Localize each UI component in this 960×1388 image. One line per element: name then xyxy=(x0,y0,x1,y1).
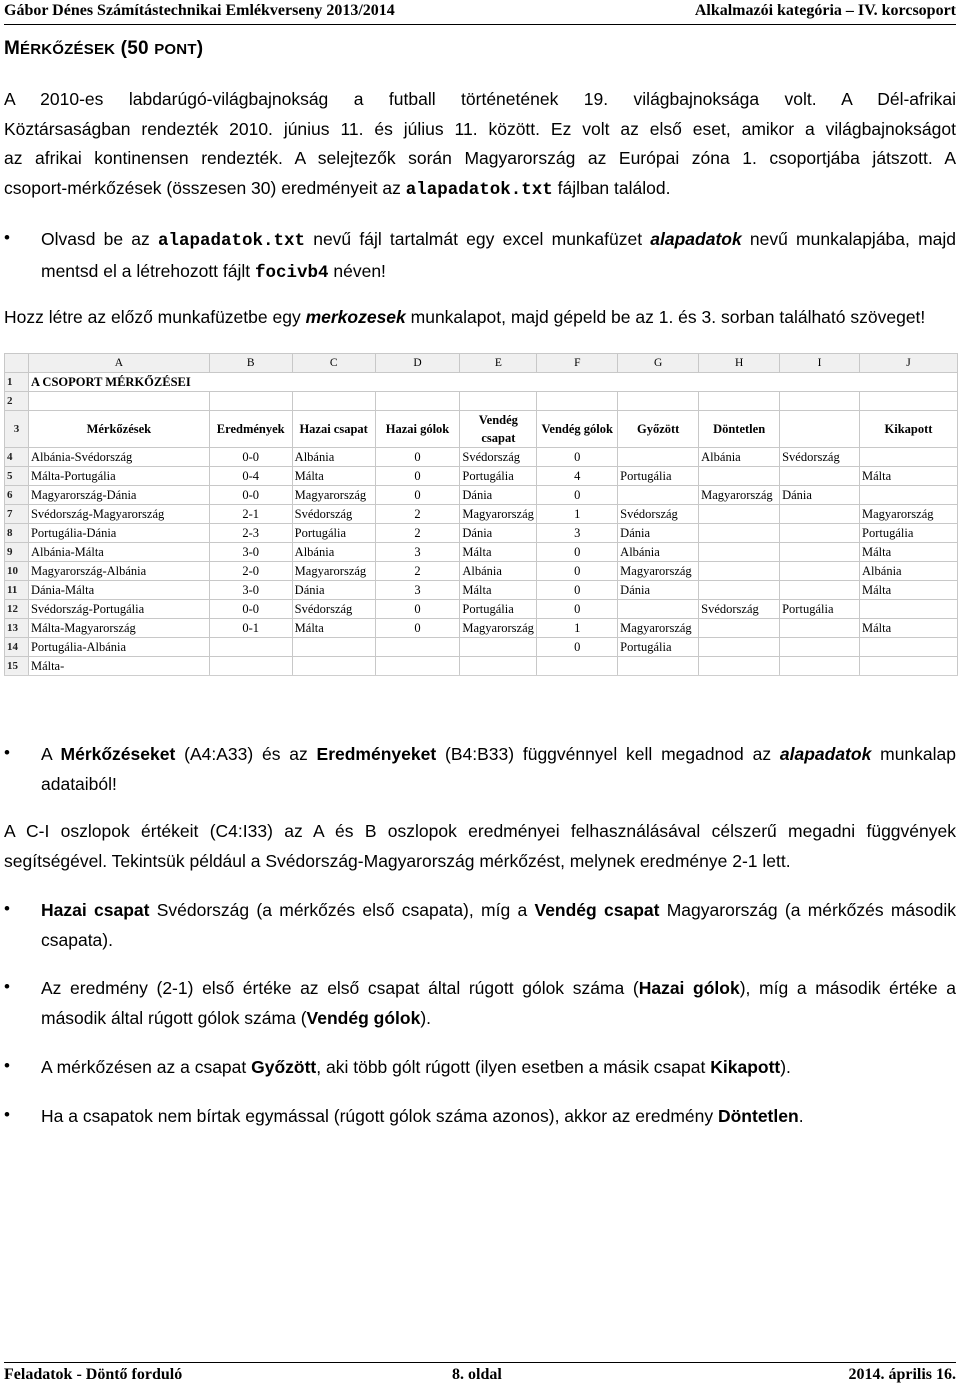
table-cell: Magyarország xyxy=(699,486,780,505)
table-cell: Magyarország xyxy=(860,505,958,524)
table-row xyxy=(5,600,958,619)
text: munkalapot, majd gépeld be az 1. és 3. sorban található szöveget! xyxy=(405,307,926,327)
table-cell: Málta xyxy=(292,619,375,638)
table-cell: Svédország xyxy=(618,505,699,524)
text: Ha a csapatok nem bírtak egymással (rúgott gólok száma azonos), akkor az eredmény xyxy=(41,1106,718,1126)
table-cell: Portugália xyxy=(860,524,958,543)
term: Győzött xyxy=(251,1057,317,1077)
bullet-dot: • xyxy=(4,1105,10,1124)
table-cell: 0-4 xyxy=(209,467,292,486)
cell xyxy=(292,392,375,411)
table-cell xyxy=(699,562,780,581)
row-number: 10 xyxy=(5,562,29,581)
text: . xyxy=(798,1106,804,1126)
table-row xyxy=(5,486,958,505)
table-cell: Málta xyxy=(860,619,958,638)
row-number: 8 xyxy=(5,524,29,543)
text: néven! xyxy=(328,260,386,281)
table-cell xyxy=(780,581,860,600)
column-header-row xyxy=(5,354,958,373)
row-number: 3 xyxy=(5,411,29,448)
spreadsheet-image xyxy=(4,353,958,711)
table-cell: Portugália-Dánia xyxy=(28,524,209,543)
sheet-row-2 xyxy=(5,392,958,411)
table-cell: Portugália xyxy=(460,467,537,486)
table-cell xyxy=(860,600,958,619)
spreadsheet-table xyxy=(4,353,958,676)
table-cell: Magyarország xyxy=(460,619,537,638)
text: munkalap adataiból! xyxy=(41,744,956,794)
row-number: 4 xyxy=(5,448,29,467)
header-divider xyxy=(4,24,956,25)
table-cell: 0 xyxy=(537,486,618,505)
intro-line-4 xyxy=(4,174,956,206)
column-title: Eredmények xyxy=(209,411,292,448)
table-cell: Dánia xyxy=(780,486,860,505)
table-cell xyxy=(699,505,780,524)
table-cell xyxy=(618,448,699,467)
table-cell: 0 xyxy=(375,467,460,486)
column-title: Mérkőzések xyxy=(28,411,209,448)
sheet-row-1 xyxy=(5,373,958,392)
table-row xyxy=(5,524,958,543)
table-cell: Dánia xyxy=(460,486,537,505)
table-cell: Dánia xyxy=(618,581,699,600)
text: ), míg a második értéke a második által rúgott gólok száma ( xyxy=(41,978,956,1028)
table-cell: 0 xyxy=(375,600,460,619)
text: Olvasd be az xyxy=(41,229,158,249)
table-cell: 3 xyxy=(375,581,460,600)
table-cell xyxy=(780,467,860,486)
table-cell xyxy=(375,638,460,657)
corner-cell xyxy=(5,354,29,373)
intro-line-1: A 2010-es labdarúgó-világbajnokság a futball történetének 19. világbajnoksága volt. A Dél-afrikai xyxy=(4,89,956,109)
table-cell: Magyarország xyxy=(618,619,699,638)
bullet-read-file xyxy=(41,225,956,288)
row-number: 13 xyxy=(5,619,29,638)
table-cell: Portugália xyxy=(618,467,699,486)
column-title: Vendég csapat xyxy=(460,411,537,448)
table-row xyxy=(5,505,958,524)
column-title: Győzött xyxy=(618,411,699,448)
table-cell xyxy=(860,486,958,505)
sheet-header-row xyxy=(5,411,958,448)
table-cell: Magyarország xyxy=(292,562,375,581)
table-cell: Portugália-Albánia xyxy=(28,638,209,657)
text: Svédország (a mérkőzés első csapata), míg a xyxy=(149,900,535,920)
section-title xyxy=(4,38,203,60)
column-header: A xyxy=(28,354,209,373)
column-header: E xyxy=(460,354,537,373)
table-cell: Málta xyxy=(860,467,958,486)
term: Vendég gólok xyxy=(306,1007,421,1028)
title-initial: M xyxy=(4,38,21,59)
table-cell xyxy=(699,467,780,486)
bullet-dot: • xyxy=(4,977,10,996)
table-cell xyxy=(780,543,860,562)
title-close: ) xyxy=(196,38,204,59)
footer-date: 2014. április 16. xyxy=(848,1366,956,1383)
table-cell: 3 xyxy=(375,543,460,562)
table-cell xyxy=(618,486,699,505)
table-cell xyxy=(699,524,780,543)
table-cell: Albánia xyxy=(292,448,375,467)
sheet-title: A CSOPORT MÉRKŐZÉSEI xyxy=(28,373,957,392)
table-cell: Albánia xyxy=(699,448,780,467)
table-cell: Dánia-Málta xyxy=(28,581,209,600)
table-cell: 2 xyxy=(375,505,460,524)
table-cell: 2-0 xyxy=(209,562,292,581)
text: (A4:A33) és az xyxy=(175,744,317,764)
text: Magyarország (a mérkőzés második csapata). xyxy=(41,900,957,950)
row-number: 14 xyxy=(5,638,29,657)
title-points: (50 xyxy=(120,38,149,59)
table-cell: 2 xyxy=(375,562,460,581)
save-file-name: focivb4 xyxy=(255,262,329,283)
table-row xyxy=(5,467,958,486)
intro-text-end: fájlban találod. xyxy=(552,177,671,198)
cell xyxy=(460,392,537,411)
table-cell: Málta- xyxy=(28,657,209,676)
footer-page-number: 8. oldal xyxy=(452,1366,502,1383)
table-cell xyxy=(209,638,292,657)
table-cell: 3-0 xyxy=(209,543,292,562)
table-cell: Portugália xyxy=(618,638,699,657)
table-cell: Magyarország xyxy=(460,505,537,524)
bullet-draw xyxy=(41,1102,956,1132)
row-number: 1 xyxy=(5,373,29,392)
column-header: B xyxy=(209,354,292,373)
table-cell xyxy=(780,619,860,638)
title-points-word: PONT xyxy=(154,41,197,58)
file-name: alapadatok.txt xyxy=(405,179,553,200)
table-row xyxy=(5,619,958,638)
cell xyxy=(699,392,780,411)
create-sheet-paragraph xyxy=(4,303,956,333)
table-cell: 3 xyxy=(537,524,618,543)
table-cell: 4 xyxy=(537,467,618,486)
column-title xyxy=(780,411,860,448)
table-cell: Albánia-Málta xyxy=(28,543,209,562)
text: (B4:B33) függvénnyel kell megadnod az xyxy=(436,744,780,764)
text: Hozz létre az előző munkafüzetbe egy xyxy=(4,307,306,327)
intro-paragraph xyxy=(4,85,956,205)
column-header: I xyxy=(780,354,860,373)
intro-text: csoport-mérkőzések (összesen 30) eredményeit az xyxy=(4,177,406,198)
row-number: 15 xyxy=(5,657,29,676)
table-cell xyxy=(460,638,537,657)
table-cell: Albánia xyxy=(292,543,375,562)
table-cell: Svédország xyxy=(292,600,375,619)
table-cell: Svédország xyxy=(292,505,375,524)
cell xyxy=(375,392,460,411)
cell xyxy=(537,392,618,411)
table-cell: 0 xyxy=(537,543,618,562)
table-cell: 0-0 xyxy=(209,600,292,619)
table-cell: Portugália xyxy=(292,524,375,543)
term: Mérkőzéseket xyxy=(60,744,176,764)
text: nevű munkalapjába, majd mentsd el a létrehozott fájlt xyxy=(41,229,956,281)
term: Hazai gólok xyxy=(638,978,740,998)
table-cell xyxy=(699,638,780,657)
text: A mérkőzésen az a csapat xyxy=(41,1057,252,1077)
bullet-formulas xyxy=(41,740,956,799)
term: Hazai csapat xyxy=(41,900,150,920)
table-cell: 0 xyxy=(537,600,618,619)
table-cell: Dánia xyxy=(618,524,699,543)
title-rest: ÉRKŐZÉSEK xyxy=(20,41,116,58)
bullet-dot: • xyxy=(4,743,10,762)
text: nevű fájl tartalmát egy excel munkafüzet xyxy=(305,229,651,249)
footer-divider xyxy=(4,1362,956,1363)
table-cell: Albánia xyxy=(460,562,537,581)
table-cell: Albánia-Svédország xyxy=(28,448,209,467)
table-cell: Portugália xyxy=(460,600,537,619)
column-title: Hazai gólok xyxy=(375,411,460,448)
row-number: 9 xyxy=(5,543,29,562)
table-cell: 0 xyxy=(537,562,618,581)
table-cell: Portugália xyxy=(780,600,860,619)
bullet-dot: • xyxy=(4,899,10,918)
table-cell: 0 xyxy=(375,619,460,638)
header-left: Gábor Dénes Számítástechnikai Emlékverseny 2013/2014 xyxy=(4,2,395,19)
cell xyxy=(618,392,699,411)
table-cell: Dánia xyxy=(460,524,537,543)
bullet-home-away xyxy=(41,896,956,955)
table-cell: Málta xyxy=(460,581,537,600)
column-header: F xyxy=(537,354,618,373)
column-header: C xyxy=(292,354,375,373)
table-cell: 2 xyxy=(375,524,460,543)
table-row xyxy=(5,581,958,600)
table-cell xyxy=(292,638,375,657)
table-cell: Dánia xyxy=(292,581,375,600)
column-header: D xyxy=(375,354,460,373)
table-cell: Magyarország-Albánia xyxy=(28,562,209,581)
column-title: Kikapott xyxy=(860,411,958,448)
table-cell xyxy=(860,638,958,657)
table-cell: 1 xyxy=(537,619,618,638)
table-cell: Svédország-Magyarország xyxy=(28,505,209,524)
sheet-name: alapadatok xyxy=(779,744,872,764)
table-cell: Málta xyxy=(460,543,537,562)
column-title: Döntetlen xyxy=(699,411,780,448)
table-cell: 0 xyxy=(375,486,460,505)
table-cell: Svédország xyxy=(699,600,780,619)
table-cell xyxy=(618,600,699,619)
text: A xyxy=(41,744,61,764)
table-cell: Svédország xyxy=(780,448,860,467)
table-cell: 0 xyxy=(537,448,618,467)
column-header: H xyxy=(699,354,780,373)
table-cell: Albánia xyxy=(860,562,958,581)
table-cell: 0 xyxy=(537,638,618,657)
header-right: Alkalmazói kategória – IV. korcsoport xyxy=(694,2,956,19)
table-cell xyxy=(780,562,860,581)
table-cell xyxy=(780,505,860,524)
sheet-name: merkozesek xyxy=(305,307,406,327)
row-number: 5 xyxy=(5,467,29,486)
row-number: 11 xyxy=(5,581,29,600)
bullet-dot: • xyxy=(4,228,10,247)
table-cell xyxy=(860,448,958,467)
bullet-dot: • xyxy=(4,1056,10,1075)
term: Eredményeket xyxy=(316,744,437,764)
footer-left: Feladatok - Döntő forduló xyxy=(4,1366,183,1383)
table-cell: 0-1 xyxy=(209,619,292,638)
text: ). xyxy=(420,1007,432,1028)
table-cell: 0 xyxy=(537,581,618,600)
cell xyxy=(209,392,292,411)
row-number: 2 xyxy=(5,392,29,411)
table-cell xyxy=(780,638,860,657)
row-number: 12 xyxy=(5,600,29,619)
table-cell: Albánia xyxy=(618,543,699,562)
table-cell: Málta xyxy=(292,467,375,486)
text: , aki több gólt rúgott (ilyen esetben a másik csapat xyxy=(316,1057,711,1077)
table-cell: 0-0 xyxy=(209,486,292,505)
cell xyxy=(860,392,958,411)
table-cell: 0-0 xyxy=(209,448,292,467)
column-title: Vendég gólok xyxy=(537,411,618,448)
table-cell: Málta xyxy=(860,543,958,562)
cell xyxy=(780,392,860,411)
table-cell: 1 xyxy=(537,505,618,524)
table-cell: Magyarország xyxy=(292,486,375,505)
bullet-goals xyxy=(41,974,956,1033)
term: Döntetlen xyxy=(717,1106,799,1126)
column-header: J xyxy=(860,354,958,373)
table-cell xyxy=(699,581,780,600)
table-cell: Magyarország-Dánia xyxy=(28,486,209,505)
table-cell: 0 xyxy=(375,448,460,467)
table-cell xyxy=(699,543,780,562)
table-cell: Magyarország xyxy=(618,562,699,581)
table-cell xyxy=(780,524,860,543)
table-cell xyxy=(699,619,780,638)
table-cell: Málta xyxy=(860,581,958,600)
term: Kikapott xyxy=(710,1057,781,1077)
table-row xyxy=(5,562,958,581)
table-row xyxy=(5,543,958,562)
table-row xyxy=(5,448,958,467)
spreadsheet-fade xyxy=(4,672,958,712)
sheet-name: alapadatok xyxy=(650,229,742,249)
intro-line-2: Köztársaságban rendezték 2010. június 11. és július 11. között. Ez volt az első eset, amikor a világbajnokságot xyxy=(4,118,956,139)
table-cell: 2-3 xyxy=(209,524,292,543)
cell xyxy=(28,392,209,411)
table-cell: Svédország-Portugália xyxy=(28,600,209,619)
table-cell: Málta-Portugália xyxy=(28,467,209,486)
intro-line-3: az afrikai kontinensen rendezték. A selejtezők során Magyarország az Európai zóna 1. csoportjába játszott. A xyxy=(4,148,956,168)
text: ). xyxy=(780,1057,791,1077)
table-cell: 2-1 xyxy=(209,505,292,524)
row-number: 7 xyxy=(5,505,29,524)
row-number: 6 xyxy=(5,486,29,505)
table-cell: 3-0 xyxy=(209,581,292,600)
file-name: alapadatok.txt xyxy=(157,231,306,251)
column-title: Hazai csapat xyxy=(292,411,375,448)
columns-paragraph: A C-I oszlopok értékeit (C4:I33) az A és B oszlopok eredményei felhasználásával célszerű megadni függvények segítségével. Tekintsük például a Svédország-Magyarország mérkőzést, melynek eredménye 2-1 lett. xyxy=(4,821,956,871)
column-header: G xyxy=(618,354,699,373)
text: Az eredmény (2-1) első értéke az első csapat által rúgott gólok száma ( xyxy=(41,978,639,998)
term: Vendég csapat xyxy=(534,900,660,920)
table-cell: Málta-Magyarország xyxy=(28,619,209,638)
table-row xyxy=(5,638,958,657)
bullet-winner xyxy=(41,1053,956,1083)
table-cell: Svédország xyxy=(460,448,537,467)
